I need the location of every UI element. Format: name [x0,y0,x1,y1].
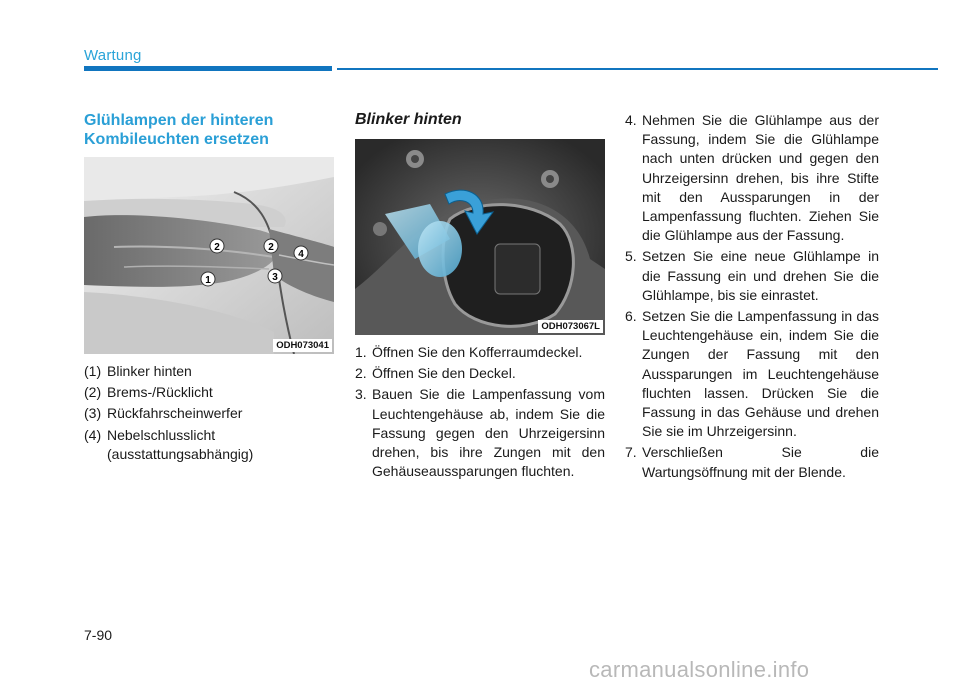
callout-2a [210,239,224,253]
figure-code: ODH073067L [538,320,603,333]
list-item: 2. Öffnen Sie den Deckel. [355,365,516,382]
callout-4 [294,246,308,260]
subsection-title: Blinker hinten [355,111,462,128]
steps-list-1 [355,343,605,483]
svg-text:3: 3 [272,272,278,283]
section-title: Glühlampen der hinteren Kombileuchten ersetzen [84,112,274,148]
svg-text:2: 2 [268,242,274,253]
steps-list-2 [625,111,879,484]
svg-text:4: 4 [298,249,304,260]
list-item: 1. Öffnen Sie den Kofferraumdeckel. [355,344,583,360]
callout-3 [268,269,282,283]
list-item: (3) Rückfahrscheinwerfer [84,405,243,422]
list-item: 3. Bauen Sie die Lampenfassung vom Leuchtengehäuse ab, indem Sie die Fassung gegen den Uhrzeigersinn drehen, bis ihre Zungen mit den Gehäuseaussparungen fluchten. [355,386,605,480]
list-item: 7. Verschließen Sie die Wartungsöffnung mit der Blende. [625,444,879,480]
lamp-legend-list [84,362,334,466]
header-rule-thin [337,68,938,70]
header-rule-thick [84,66,332,71]
list-item: (2) Brems-/Rücklicht [84,384,213,401]
callout-2b [264,239,278,253]
figure-code: ODH073041 [273,339,332,352]
svg-text:1: 1 [205,275,211,286]
bulb-socket-figure [355,139,605,335]
list-item: (1) Blinker hinten [84,363,192,379]
watermark: carmanualsonline.info [589,657,810,682]
list-item: 4. Nehmen Sie die Glühlampe aus der Fassung, indem Sie die Glühlampe nach unten drücken und gegen den Uhrzeigersinn drehen, bis ihre Stifte mit den Aussparungen in der Lampenfassung fluchten. Ziehen Sie die Glühlampe aus der Fassung. [625,112,879,244]
list-item: (4) Nebelschlusslicht (ausstattungsabhängig) [84,426,254,462]
svg-text:2: 2 [214,242,220,253]
page-number: 7-90 [84,627,113,643]
list-item: 5. Setzen Sie eine neue Glühlampe in die Fassung ein und drehen Sie die Glühlampe, bis sie einrastet. [625,248,879,303]
list-item: 6. Setzen Sie die Lampenfassung in das Leuchtengehäuse ein, indem Sie die Zungen der Fassung mit den Aussparungen im Leuchtengehäuse fluchten lassen. Drücken Sie die Fassung in das Gehäuse und drehen Sie sie im Uhrzeigersinn. [625,308,879,440]
tail-light-illustration [84,157,334,354]
tail-light-figure [84,157,334,354]
callout-1 [201,272,215,286]
header-section-label: Wartung [84,47,142,64]
bulb-socket-illustration [355,139,605,335]
